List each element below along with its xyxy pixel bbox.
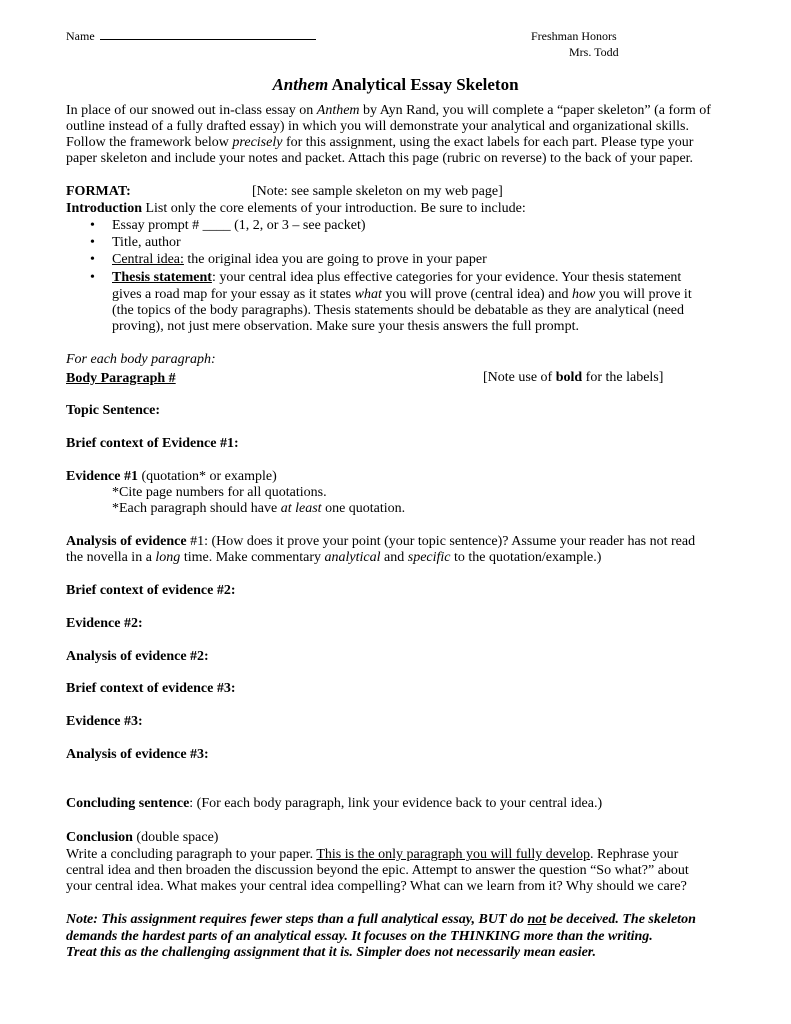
body-paragraph-blank — [176, 370, 208, 382]
intro-italic: Anthem — [316, 103, 360, 118]
analysis-italic: long — [155, 550, 181, 565]
evidence-1-label: Evidence #1 — [66, 469, 138, 484]
conclusion-underlined: This is the only paragraph you will fully develop — [316, 847, 591, 862]
bullet-central-idea — [112, 252, 487, 269]
bullet-icon: • — [90, 218, 95, 233]
note-text: [Note use of — [483, 370, 556, 385]
intro-line-2: outline instead of a fully drafted essay) in which you will demonstrate your analytical and organizational skills. — [66, 119, 689, 134]
final-note-text: Note: This assignment requires fewer steps than a full analytical essay, BUT do — [66, 912, 528, 927]
analysis-text: to the quotation/example.) — [450, 550, 602, 565]
intro-text: by Ayn Rand, you will complete a “paper skeleton” (a form of — [359, 103, 711, 118]
bullet-icon: • — [90, 270, 95, 285]
analysis-text: time. Make commentary — [180, 550, 325, 565]
thesis-text: : your central idea plus effective categories for your evidence. Your thesis statement — [211, 270, 682, 285]
bullet-thesis-line-3: (the topics of the body paragraphs). Thesis statements should be debatable as they are analytical (need — [112, 303, 684, 318]
evidence-1-text: (quotation* or example) — [137, 469, 277, 484]
introduction-heading — [66, 201, 726, 218]
analysis-italic: specific — [407, 550, 451, 565]
central-idea-text: the original idea you are going to prove in your paper — [183, 252, 487, 267]
conclusion-line-1 — [66, 847, 726, 864]
bullet-essay-prompt: Essay prompt # ____ (1, 2, or 3 – see packet) — [112, 218, 366, 233]
title-rest: Analytical Essay Skeleton — [328, 75, 519, 94]
analysis-text: the novella in a — [66, 550, 156, 565]
thesis-text: gives a road map for your essay as it states — [112, 287, 355, 302]
bullet-icon: • — [90, 252, 95, 267]
cite-note: *Cite page numbers for all quotations. — [112, 485, 327, 500]
conclusion-label: Conclusion — [66, 830, 133, 845]
note-text: for the labels] — [582, 370, 664, 385]
conclusion-note: (double space) — [132, 830, 219, 845]
context-3-label: Brief context of evidence #3: — [66, 681, 236, 696]
evidence-1-heading — [66, 469, 277, 486]
format-label: FORMAT: — [66, 184, 131, 199]
body-paragraph-label — [66, 370, 208, 388]
quotation-note — [112, 501, 405, 518]
analysis-1-label: Analysis of evidence — [66, 534, 187, 549]
name-field — [66, 28, 316, 44]
evidence-3-label: Evidence #3: — [66, 714, 143, 729]
conclusion-line-2: central idea and then broaden the discussion beyond the epic. Attempt to answer the question “So what?” about — [66, 863, 689, 878]
bullet-icon: • — [90, 235, 95, 250]
intro-text: In place of our snowed out in-class essay on — [66, 103, 317, 118]
quotation-italic: at least — [280, 501, 322, 516]
intro-line-4: paper skeleton and include your notes and packet. Attach this page (rubric on reverse) to the back of your paper. — [66, 151, 694, 166]
final-note-underlined: not — [527, 912, 547, 927]
thesis-label: Thesis statement — [112, 270, 212, 285]
intro-line-1 — [66, 103, 726, 120]
topic-sentence-label: Topic Sentence: — [66, 403, 160, 418]
concluding-sentence — [66, 796, 726, 813]
body-paragraph-text: Body Paragraph # — [66, 371, 176, 386]
conclusion-text: . Rephrase your — [590, 847, 679, 862]
analysis-italic: analytical — [324, 550, 381, 565]
intro-text: Follow the framework below — [66, 135, 233, 150]
analysis-2-label: Analysis of evidence #2: — [66, 649, 209, 664]
analysis-1-text: #1: (How does it prove your point (your topic sentence)? Assume your reader has not read — [186, 534, 696, 549]
teacher-name: Mrs. Todd — [569, 45, 619, 59]
analysis-1-line-2 — [66, 550, 726, 567]
evidence-2-label: Evidence #2: — [66, 616, 143, 631]
final-note-line-3: Treat this as the challenging assignment that it is. Simpler does not necessarily mean easier. — [66, 945, 596, 960]
thesis-italic: what — [354, 287, 382, 302]
thesis-text: you will prove (central idea) and — [381, 287, 572, 302]
course-name: Freshman Honors — [531, 29, 617, 43]
final-note-line-1 — [66, 912, 726, 929]
central-idea-label: Central idea: — [112, 252, 184, 267]
introduction-text: List only the core elements of your introduction. Be sure to include: — [141, 201, 526, 216]
quotation-text: one quotation. — [321, 501, 406, 516]
bullet-thesis-line-1 — [112, 270, 681, 287]
bullet-thesis-line-4: proving), not just mere observation. Make sure your thesis answers the full prompt. — [112, 319, 579, 334]
context-1-label: Brief context of Evidence #1: — [66, 436, 239, 451]
title-italic: Anthem — [272, 75, 329, 94]
bold-labels-note — [483, 370, 663, 387]
final-note-line-2: demands the hardest parts of an analytical essay. It focuses on the THINKING more than the writing. — [66, 929, 653, 944]
intro-line-3 — [66, 135, 726, 152]
intro-text: for this assignment, using the exact labels for each part. Please type your — [282, 135, 694, 150]
analysis-text: and — [380, 550, 408, 565]
bullet-title-author: Title, author — [112, 235, 181, 250]
concluding-text: : (For each body paragraph, link your evidence back to your central idea.) — [189, 796, 603, 811]
thesis-text: you will prove it — [595, 287, 692, 302]
thesis-italic: how — [571, 287, 596, 302]
note-bold: bold — [555, 370, 583, 385]
format-note: [Note: see sample skeleton on my web page] — [252, 184, 503, 199]
final-note-text: be deceived. The skeleton — [546, 912, 696, 927]
conclusion-text: Write a concluding paragraph to your paper. — [66, 847, 317, 862]
conclusion-line-3: your central idea. What makes your central idea compelling? What can we learn from it? Why should we care? — [66, 879, 687, 894]
context-2-label: Brief context of evidence #2: — [66, 583, 236, 598]
name-blank-line — [100, 28, 316, 40]
concluding-label: Concluding sentence — [66, 796, 190, 811]
bullet-thesis-line-2 — [112, 287, 692, 304]
introduction-label: Introduction — [66, 201, 142, 216]
page-title — [0, 75, 791, 95]
analysis-3-label: Analysis of evidence #3: — [66, 747, 209, 762]
conclusion-heading — [66, 830, 726, 847]
for-each-body-paragraph: For each body paragraph: — [66, 352, 216, 367]
name-label: Name — [66, 29, 95, 43]
quotation-text: *Each paragraph should have — [112, 501, 281, 516]
intro-italic: precisely — [232, 135, 283, 150]
analysis-1-line-1 — [66, 534, 726, 551]
